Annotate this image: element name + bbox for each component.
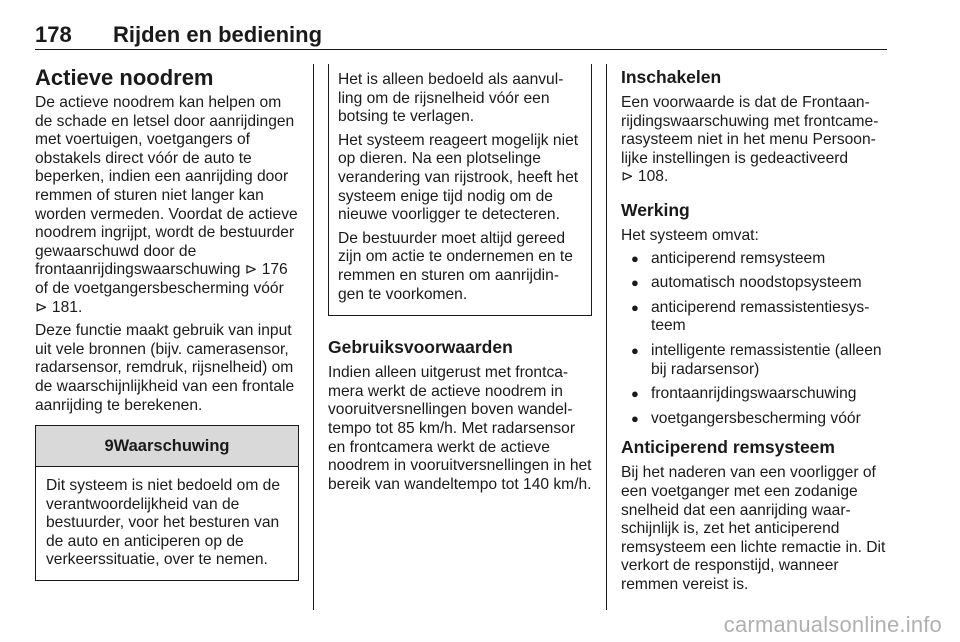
heading-gebruiksvoorwaarden: Gebruiksvoorwaarden: [328, 337, 513, 358]
warning-icon: 9: [104, 437, 114, 456]
list-item: ● intelligente remassistentie (alleen bij radarsensor): [621, 342, 887, 379]
list-item: ● frontaanrijdingswaarschuwing: [621, 385, 887, 404]
page-ref-108[interactable]: 108.: [637, 168, 669, 186]
box-paragraph-3: De bestuurder moet altijd gereed zijn om actie te ondernemen en te remmen en sturen om aanrijdin-gen te voorkomen.: [338, 229, 573, 303]
box-paragraph-1: Het is alleen bedoeld als aanvul-ling om de rijsnelheid vóór een botsing te verlagen.: [338, 71, 564, 126]
page-header: [35, 22, 887, 50]
werking-paragraph: Het systeem omvat:: [621, 226, 759, 244]
page-ref-181[interactable]: 181.: [51, 298, 83, 316]
list-item: ● automatisch noodstopsysteem: [621, 274, 887, 293]
warning-box-continued: [328, 64, 592, 316]
conditions-paragraph: Indien alleen uitgerust met frontca-mera werkt de actieve noodrem in vooruitversnellingen boven wandel-tempo tot 85 km/h. Met radarsensor en frontcamera werkt de actieve noodrem in vooruitversnellingen in het bereik van wandeltempo tot 140 km/h.: [328, 364, 592, 493]
heading-werking: Werking: [621, 199, 690, 220]
heading-inschakelen: Inschakelen: [621, 67, 722, 87]
section-title: Rijden en bediening: [113, 22, 323, 47]
column-1: [35, 64, 299, 581]
page-ref-176[interactable]: 176: [261, 261, 288, 279]
arrow-icon: ⊳: [621, 168, 634, 186]
list-item: ● anticiperend remassistentiesys-teem: [621, 299, 887, 336]
intro-text-a: De actieve noodrem kan helpen om de schade en letsel door aanrijdingen met voertuigen, voetgangers of obstakels direct vóór de auto te beperken, indien een aanrijding door remmen of sturen niet langer kan worden vermeden. Voordat de actieve noodrem ingrijpt, wordt de bestuurder gewaarschuwd door de frontaanrijdingswaarschuwing: [35, 94, 298, 279]
box-paragraph-2: Het systeem reageert mogelijk niet op dieren. Na een plotselinge verandering van rijstrook, heeft het systeem enige tijd nodig om de nieuwe voorligger te detecteren.: [338, 131, 579, 224]
inschakelen-paragraph: [621, 94, 887, 187]
warning-box: [35, 425, 299, 581]
system-list: [621, 250, 887, 429]
list-item: ● anticiperend remsysteem: [621, 250, 887, 269]
page-number: 178: [35, 22, 72, 47]
column-3: [621, 64, 887, 599]
page-title: Actieve noodrem: [35, 65, 214, 90]
input-paragraph: Deze functie maakt gebruik van input uit vele bronnen (bijv. camerasensor, radarsensor, remdruk, rijsnelheid) om de waarschijnlijkheid van een frontale aanrijding te berekenen.: [35, 322, 295, 414]
warning-title: Waarschuwing: [113, 437, 230, 456]
inschakelen-text: Een voorwaarde is dat de Frontaan-rijdingswaarschuwing met frontcame-rasysteem niet in het menu Persoon-lijke instellingen is gedeactiveerd: [621, 94, 879, 167]
anticiperend-paragraph: Bij het naderen van een voorligger of een voetganger met een zodanige snelheid dat een aanrijding waar-schijnlijk is, zet het anticiperend remsysteem een lichte remactie in. Dit verkort de responstijd, wanneer remmen vereist is.: [621, 464, 886, 593]
arrow-icon: ⊳: [244, 261, 258, 279]
arrow-icon: ⊳: [35, 298, 48, 316]
column-2: [328, 64, 592, 499]
list-item: ● voetgangersbescherming vóór: [621, 410, 887, 429]
intro-paragraph: [35, 94, 299, 317]
heading-anticiperend: Anticiperend remsysteem: [621, 437, 835, 458]
warning-header: [36, 426, 298, 467]
column-divider-2: [606, 64, 607, 610]
intro-text-b: of de voetgangersbescherming vóór: [35, 279, 284, 297]
column-divider-1: [313, 64, 314, 610]
warning-text: Dit systeem is niet bedoeld om de verantwoordelijkheid van de bestuurder, voor het besturen van de auto en anticiperen op de verkeerssituatie, over te nemen.: [46, 477, 281, 569]
watermark: carmanualsonline.info: [723, 612, 942, 637]
